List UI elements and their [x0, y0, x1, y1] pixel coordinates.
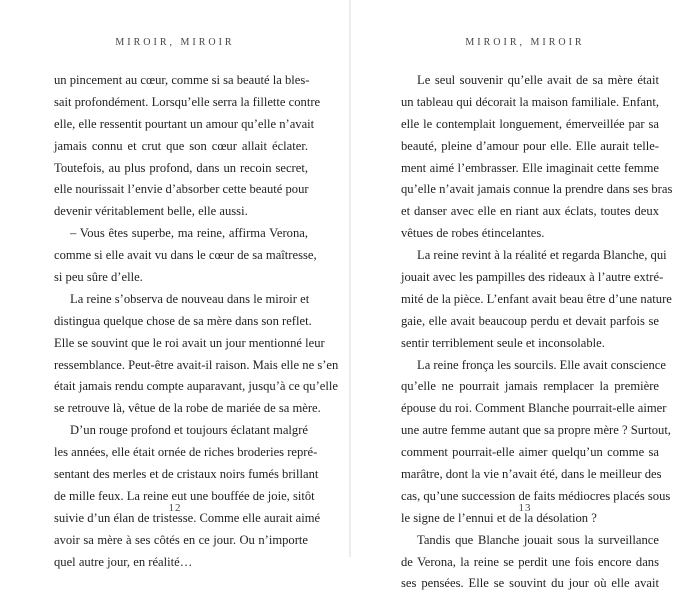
- text-line: si peu sûre d’elle.: [54, 270, 143, 285]
- text-line: les années, elle était ornée de riches broderies repré-: [54, 445, 318, 460]
- text-line: et danser avec elle en riant aux éclats, toutes deux: [401, 204, 659, 219]
- text-line: D’un rouge profond et toujours éclatant malgré: [70, 423, 308, 438]
- text-line: le signe de l’ennui et de la désolation ?: [401, 510, 597, 525]
- text-line: de mille feux. La reine eut une bouffée de joie, sitôt: [54, 488, 315, 503]
- text-line: qu’elle ne pourrait jamais remplacer la première: [401, 379, 659, 394]
- text-line: La reine s’observa de nouveau dans le miroir et: [70, 291, 310, 306]
- right-page: [350, 0, 700, 591]
- text-line: suivie d’un élan de tristesse. Comme elle aurait aimé: [54, 510, 321, 525]
- running-head-left: MIROIR, MIROIR: [115, 37, 235, 48]
- text-line: sait profondément. Lorsqu’elle serra la fillette contre: [54, 94, 321, 109]
- page-number-right: 13: [518, 502, 532, 514]
- text-line: elle, elle ressentit pourtant un amour qu’elle n’avait: [54, 116, 315, 131]
- text-line: une autre femme autant que sa propre mère ? Surtout,: [401, 423, 671, 438]
- text-line: un tableau qui décorait la maison familiale. Enfant,: [401, 94, 659, 109]
- text-line: La reine fronça les sourcils. Elle avait conscience: [417, 357, 666, 372]
- text-line: elle nourissait l’envie d’absorber cette beauté pour: [54, 182, 309, 197]
- text-line: quel autre jour, en réalité…: [54, 554, 193, 569]
- text-line: Le seul souvenir qu’elle avait de sa mère était: [417, 73, 659, 87]
- text-line: jouait avec les pampilles des rideaux à l’autre extré-: [401, 270, 664, 285]
- running-head-right: MIROIR, MIROIR: [465, 37, 585, 48]
- text-line: jamais connu et crut que son cœur allait éclater.: [54, 138, 308, 153]
- text-line: – Vous êtes superbe, ma reine, affirma Verona,: [70, 226, 308, 241]
- text-line: distingua quelque chose de sa mère dans son reflet.: [54, 313, 312, 328]
- text-line: sentir terriblement seule et inconsolable.: [401, 335, 605, 350]
- left-page-text: [54, 70, 339, 573]
- text-line: gaie, elle avait beaucoup perdu et devait parfois se: [401, 313, 659, 328]
- text-line: comment pourrait-elle aimer quelqu’un comme sa: [401, 445, 659, 460]
- text-line: Toutefois, au plus profond, dans un recoin secret,: [54, 160, 308, 175]
- text-line: beauté, pleine d’amour pour elle. Elle aurait telle-: [401, 138, 659, 153]
- text-line: était jamais rendu compte auparavant, jusqu’à ce qu’elle: [54, 379, 338, 394]
- text-line: devenir véritablement belle, elle aussi.: [54, 204, 248, 219]
- text-line: vêtues de robes étincelantes.: [401, 226, 545, 241]
- left-page: [0, 0, 350, 569]
- text-line: sentant des merles et de cristaux noirs fumés brillant: [54, 467, 319, 482]
- text-line: un pincement au cœur, comme si sa beauté la bles-: [54, 73, 310, 87]
- text-line: Elle se souvint que le roi avait un jour mentionné leur: [54, 335, 325, 350]
- text-line: avoir sa mère à ses côtés en ce jour. Ou n’importe: [54, 532, 308, 547]
- text-line: de Verona, la reine se perdit une fois encore dans: [401, 554, 659, 569]
- page-number-left: 12: [168, 502, 182, 514]
- text-line: cas, qu’une succession de faits médiocres placés sous: [401, 488, 671, 503]
- right-page-text: [401, 70, 673, 595]
- text-line: Tandis que Blanche jouait sous la surveillance: [417, 532, 659, 547]
- text-line: comme si elle avait vu dans le cœur de sa maîtresse,: [54, 248, 317, 263]
- text-line: épouse du roi. Comment Blanche pourrait-elle aimer: [401, 401, 667, 416]
- text-line: marâtre, dont la vie n’avait été, dans le meilleur des: [401, 467, 662, 482]
- text-line: mité de la pièce. L’enfant avait beau être d’une nature: [401, 291, 672, 306]
- text-line: ses pensées. Elle se souvint du jour où elle avait: [401, 576, 659, 591]
- text-line: La reine revint à la réalité et regarda Blanche, qui: [417, 248, 667, 263]
- text-line: elle le contemplait longuement, émerveillée par sa: [401, 116, 659, 131]
- text-line: se retrouve là, vêtue de la robe de mariée de sa mère.: [54, 401, 321, 416]
- text-line: qu’elle n’avait jamais connue la prendre dans ses bras: [401, 182, 673, 197]
- text-line: ment aimé l’embrasser. Elle imaginait cette femme: [401, 160, 659, 175]
- text-line: ressemblance. Peut-être avait-il raison. Mais elle ne s’en: [54, 357, 339, 372]
